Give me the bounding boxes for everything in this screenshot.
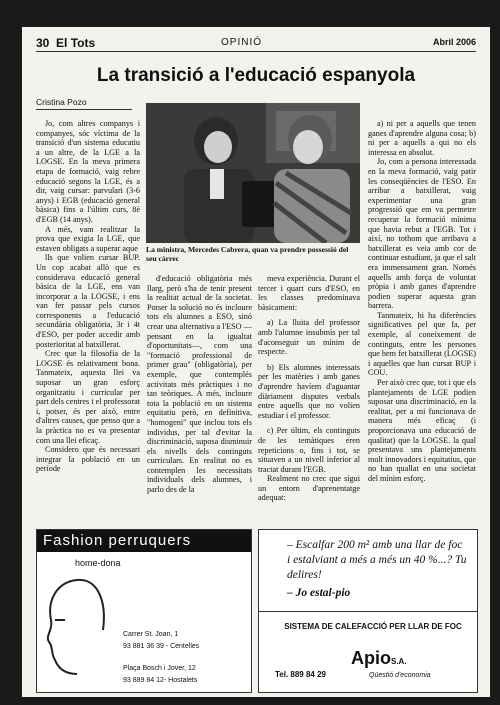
paragraph: A més, vam realitzar la prova que exigia la LGE, que estaven obligats a superar aque — [36, 224, 140, 253]
face-profile-illustration — [37, 570, 117, 690]
article-column-4 — [368, 119, 476, 484]
paragraph: Considero que és necessari integrar la població en un període — [36, 445, 140, 474]
paragraph: Jo, com altres companys i companyes, sóc víctima de la transició d'un sistema educatiu a un altre, de la LGE a la LOGSE. En la meva primera etapa de formació, vaig rebre educació segons la LGE, és a dir, vaig cursar: parvulari (3-6 anys) i EGB (educació general bàsica) fins a l'últim curs, 8è d'EGB (14 anys). — [36, 119, 140, 224]
apio-logo-text: Apio — [351, 648, 391, 668]
apio-tagline: Qüestió d'economia — [369, 672, 431, 679]
heating-ad — [258, 529, 478, 693]
paragraph: Crec que la filosofia de la LOGSE és relativament bona. Tanmateix, aquesta llei va suposar un gran esforç organitzatiu i curricular per part dels centres i el professorat i, potser, és per això, entre d'altres causes, que penso que a la pràctica no es va presentar com una llei eficaç. — [36, 349, 140, 445]
paragraph: meva experiència. Durant el tercer i quart curs d'ESO, en les classes predominava bàsicament: — [258, 274, 360, 312]
article-title: La transició a l'educació espanyola — [96, 65, 416, 86]
ad-answer-prefix: – Jo estal- — [287, 587, 336, 599]
magazine-page — [22, 27, 490, 697]
paragraph: a) ni per a aquells que tenen ganes d'aprendre alguna cosa; b) ni per a aquells a qui no els interessa en absolut. — [368, 119, 476, 157]
article-column-2 — [147, 274, 252, 495]
address-2: Plaça Bosch i Jover, 12 — [123, 665, 196, 672]
author-divider — [36, 109, 132, 110]
paragraph: b) Els alumnes interessats per les matèries i amb ganes d'aprendre havíem d'aguantar diàriament disputes verbals entre aquells que no volien estudiar i el professor. — [258, 362, 360, 420]
ad-answer-brand: pio — [335, 587, 351, 599]
ad-brand-name: Fashion perruquers — [43, 532, 192, 549]
article-column-1 — [36, 119, 140, 474]
page-number: 30 — [36, 36, 50, 50]
apio-logo — [351, 648, 407, 669]
paragraph: Per això crec que, tot i que els plantejaments de LGE podien suposar una discriminació, en la realitat, per a mi funcionava de manera més eficaç (i proporcionava una educació de qualitat) que la LOGSE. la qual presentava uns plantejaments molt innovadors i equitatius, que no han quallat en una societat del mínim esforç. — [368, 378, 476, 483]
ad-divider — [259, 611, 477, 612]
section-name: El Tots — [56, 36, 96, 50]
ad-phone: Tel. 889 84 29 — [275, 670, 326, 679]
page-header — [36, 36, 476, 52]
ad-answer — [287, 586, 467, 601]
paragraph: Realment no crec que sigui un entorn d'aprenentatge adequat: — [258, 474, 360, 503]
phone-2: 93 889 84 12- Hostalets — [123, 677, 198, 684]
phone-1: 93 881 36 39 - Centelles — [123, 643, 200, 650]
ad-subtitle: home-dona — [75, 558, 121, 568]
article-photo — [146, 103, 360, 243]
paragraph: Jo, com a persona interessada en la meva formació, vaig patir les conseqüències de l'ESO. En arribar a batxillerat, vaig experimentar una gran progressió que em va permetre recuperar la formació mínima que havia rebut a l'EGB. Tot i així, no tothom que arribava a batxillerat es veia amb cor de continuar estudiant, ja que el salt era immensament gran. Només aquells amb força de voluntat pròpia i amb ganes d'aprendre podien superar aquesta gran barrera. — [368, 157, 476, 311]
ad-system-label: SISTEMA DE CALEFACCIÓ PER LLAR DE FOC — [284, 622, 462, 631]
paragraph: Tanmateix, hi ha diferències significatives pel que fa, per exemple, al coneixement de continguts, entre les persones que hem fet batxillerat (LOGSE) i aquelles que han cursat BUP i COU. — [368, 310, 476, 378]
section-label: OPINIÓ — [221, 37, 263, 48]
paragraph: lls que volien cursar BUP. Un cop acabat allò que es considerava educació general bàsica de la LGE, ens van incorporar a la LOGSE, i ens van fer passar pels cursos corresponents a l'educació secundària obligatòria, 3r i 4t d'ESO, per poder accedir amb posterioritat al batxillerat. — [36, 253, 140, 349]
apio-logo-sa: S.A. — [391, 657, 407, 666]
paragraph: a) La lluita del professor amb l'alumne insubmís per tal d'aconseguir un mínim de respecte. — [258, 318, 360, 357]
paragraph: d'educació obligatòria més llarg, però s'ha de tenir present la realitat actual de la societat. Potser la solució no és incloure tots els alumnes a ESO, sinó crear una alternativa a l'ESO —pensant en la igualtat d'oportunitats—, com una "formació professional de primer grau" (obligatòria), per exemple, que contemplés activitats més pràctiques i no tan teòriques. A més, incloure tota la població en un sistema equitatiu però, en definitiva, "homogeni" que inclou tots els individus, per tal d'evitar la discriminació, suposa disminuir els nivells dels continguts curriculars. En realitat no es contemplen les necessitats individuals dels alumnes, i parlo des de la — [147, 274, 252, 495]
photo-illustration — [146, 103, 360, 243]
header-divider — [36, 51, 476, 52]
article-column-3 — [258, 274, 360, 503]
paragraph: c) Per últim, els continguts de les temàtiques eren repeticions o, fins i tot, se situaven a un nivell inferior al tractat durant l'EGB. — [258, 426, 360, 474]
ad-slogan: – Escalfar 200 m² amb una llar de foc i estalviant a més a més un 40 %...? Tu delires! — [287, 539, 467, 581]
address-1: Carrer St. Joan, 1 — [123, 631, 179, 638]
photo-caption: La ministra, Mercedes Cabrera, quan va prendre possessió del seu càrrec — [146, 245, 349, 263]
issue-date: Abril 2006 — [432, 37, 476, 47]
header-page-section — [36, 36, 95, 50]
article-author: Cristina Pozo — [36, 97, 87, 107]
hairdresser-ad — [36, 529, 252, 693]
